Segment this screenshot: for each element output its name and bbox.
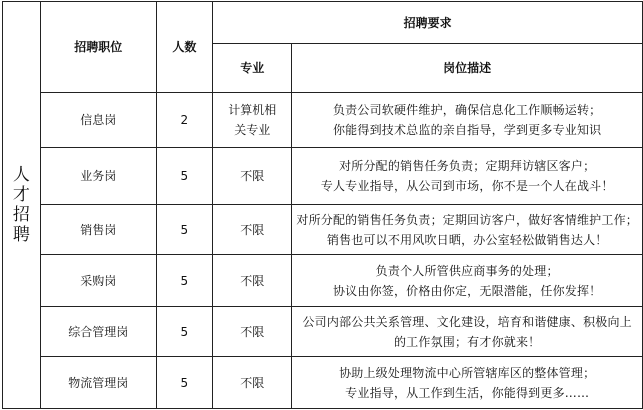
side-label-char: 才 (12, 185, 30, 205)
description-cell (292, 357, 643, 409)
header-requirements: 招聘要求 (213, 2, 643, 44)
count-cell: 5 (156, 255, 213, 307)
position-cell: 综合管理岗 (40, 307, 156, 357)
count-cell: 2 (156, 93, 213, 148)
side-label-char: 招 (12, 205, 30, 225)
table-row (3, 357, 643, 409)
major-line: 不限 (240, 273, 265, 288)
side-label-char: 人 (12, 165, 30, 185)
count-cell: 5 (156, 205, 213, 255)
description-line: 负责个人所管供应商事务的处理； (375, 263, 559, 278)
major-line: 不限 (240, 375, 265, 390)
major-cell (213, 255, 292, 307)
major-line: 计算机相 (228, 103, 277, 117)
description-line: 你能得到技术总监的亲自指导，学到更多专业知识 (332, 123, 602, 137)
major-line: 不限 (240, 222, 265, 237)
major-line: 不限 (240, 169, 265, 183)
position-cell: 采购岗 (40, 255, 156, 307)
position-cell: 业务岗 (40, 148, 156, 205)
side-label-char: 聘 (12, 225, 30, 245)
description-cell (292, 307, 643, 357)
major-cell (213, 357, 292, 409)
description-line: 协助上级处理物流中心所管辖库区的整体管理； (339, 365, 596, 380)
position-cell: 信息岗 (40, 93, 156, 148)
description-line: 销售也可以不用风吹日晒，办公室轻松做销售达人！ (326, 232, 608, 247)
table-row (3, 205, 643, 255)
description-line: 协议由你签，价格由你定，无限潜能，任你发挥！ (332, 283, 602, 298)
description-cell (292, 255, 643, 307)
header-count: 人数 (156, 2, 213, 93)
description-cell (292, 148, 643, 205)
description-line: 对所分配的销售任务负责；定期回访客户，做好客情维护工作； (296, 212, 638, 227)
description-line: 对所分配的销售任务负责；定期拜访辖区客户； (339, 159, 596, 173)
description-cell (292, 205, 643, 255)
description-line: 的工作氛围；有才你就来！ (393, 334, 541, 349)
description-line: 公司内部公共关系管理、文化建设，培育和谐健康、积极向上 (302, 314, 632, 329)
major-cell (213, 148, 292, 205)
table-row (3, 93, 643, 148)
table-row (3, 307, 643, 357)
header-description: 岗位描述 (292, 44, 643, 93)
description-line: 负责公司软硬件维护，确保信息化工作顺畅运转； (332, 103, 602, 117)
header-position: 招聘职位 (40, 2, 156, 93)
major-line: 不限 (240, 324, 265, 339)
position-cell: 物流管理岗 (40, 357, 156, 409)
count-cell: 5 (156, 148, 213, 205)
count-cell: 5 (156, 357, 213, 409)
position-cell: 销售岗 (40, 205, 156, 255)
table-row (3, 148, 643, 205)
major-cell (213, 307, 292, 357)
description-line: 专人专业指导，从公司到市场，你不是一个人在战斗！ (320, 179, 614, 193)
table-row (3, 255, 643, 307)
recruitment-table (2, 1, 643, 409)
description-line: 专业指导，从工作到生活，你能得到更多…… (345, 385, 590, 400)
header-major: 专业 (213, 44, 292, 93)
side-label-cell (3, 2, 41, 409)
count-cell: 5 (156, 307, 213, 357)
major-cell (213, 205, 292, 255)
major-line: 关专业 (234, 123, 271, 137)
major-cell (213, 93, 292, 148)
description-cell (292, 93, 643, 148)
